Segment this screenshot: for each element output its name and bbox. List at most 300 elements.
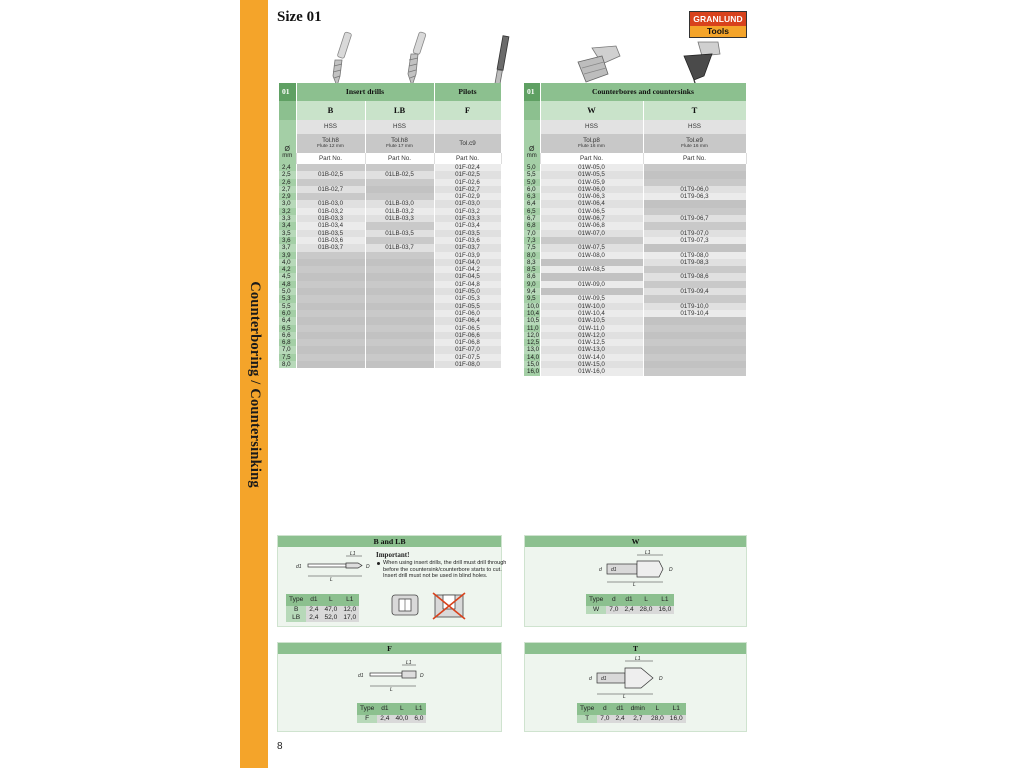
countersink-t-image (676, 40, 722, 88)
table-row (279, 310, 501, 317)
right-index-label: 01 (524, 83, 540, 101)
table-row (279, 230, 501, 237)
side-label: Counterboring / Countersinking (246, 280, 263, 488)
part-no-cell (296, 354, 365, 361)
dim-h-l1: L1 (340, 594, 359, 606)
part-no-cell (365, 303, 434, 310)
right-group-header (524, 83, 746, 101)
w-label-big-d: D (669, 567, 673, 573)
part-no-cell: 01W-10,5 (540, 317, 643, 324)
part-no-cell: 01W-12,5 (540, 339, 643, 346)
dim-cell: 17,0 (340, 614, 359, 622)
counterbore-w-image (572, 44, 622, 86)
dim-h-l1: L1 (655, 594, 674, 606)
right-tolerance-row (524, 134, 746, 153)
dim-h-l: L (637, 594, 656, 606)
part-no-cell (365, 164, 434, 171)
diameter-cell: 4,5 (279, 273, 296, 280)
part-no-cell (643, 164, 746, 171)
part-no-cell: 01B-03,3 (296, 215, 365, 222)
diameter-cell: 6,0 (279, 310, 296, 317)
dim-h-d1: d1 (612, 703, 627, 715)
dim-h-type: Type (286, 594, 306, 606)
t-dim-row (577, 715, 686, 723)
part-no-cell: 01W-15,0 (540, 361, 643, 368)
part-no-cell: 01F-03,5 (434, 230, 501, 237)
dim-cell: 16,0 (655, 606, 674, 614)
part-no-cell: 01B-03,4 (296, 222, 365, 229)
part-no-cell: 01LB-03,7 (365, 244, 434, 251)
part-no-cell (365, 295, 434, 302)
tol-f: Tol.c9 (459, 140, 476, 147)
left-material-index-cell (279, 120, 296, 134)
left-group-header (279, 83, 501, 101)
tolerance-b (296, 134, 365, 153)
part-no-cell: 01F-07,0 (434, 346, 501, 353)
part-no-cell: 01T9-08,3 (643, 259, 746, 266)
part-no-cell: 01F-06,6 (434, 332, 501, 339)
part-no-cell: 01W-08,0 (540, 252, 643, 259)
part-no-cell: 01W-10,4 (540, 310, 643, 317)
material-lb: HSS (365, 120, 434, 134)
diameter-unit: mm (279, 153, 296, 164)
diameter-cell: 2,5 (279, 171, 296, 178)
material-f (434, 120, 501, 134)
box-w-title: W (525, 536, 746, 547)
part-no-cell: 01F-02,4 (434, 164, 501, 171)
table-row (279, 171, 501, 178)
part-no-cell (365, 288, 434, 295)
counterbores-title: Counterbores and countersinks (540, 83, 746, 101)
dim-cell: 2,4 (306, 614, 321, 622)
part-no-cell: 01B-03,5 (296, 230, 365, 237)
part-no-cell: 01W-09,5 (540, 295, 643, 302)
diameter-cell: 3,7 (279, 244, 296, 251)
diameter-cell: 6,6 (279, 332, 296, 339)
code-w: W (540, 101, 643, 120)
diameter-cell: 7,5 (524, 244, 540, 251)
material-t: HSS (643, 120, 746, 134)
part-no-cell (643, 368, 746, 375)
part-no-cell (296, 317, 365, 324)
w-label-l1: L1 (645, 550, 651, 556)
left-code-index-cell (279, 101, 296, 120)
part-no-cell (296, 325, 365, 332)
part-no-cell (643, 222, 746, 229)
pilot-f-image (488, 34, 514, 88)
part-no-cell: 01F-02,6 (434, 179, 501, 186)
part-no-cell: 01T9-07,3 (643, 237, 746, 244)
dim-h-d: d (606, 594, 621, 606)
diameter-cell: 8,6 (524, 273, 540, 280)
w-label-l: L (633, 582, 636, 586)
table-row (524, 361, 746, 368)
right-code-index-cell (524, 101, 540, 120)
part-no-cell (365, 332, 434, 339)
w-label-d: d (599, 567, 602, 573)
b-dim-row (286, 606, 359, 614)
diameter-cell: 15,0 (524, 361, 540, 368)
part-no-cell (365, 259, 434, 266)
part-no-cell: 01T9-07,0 (643, 230, 746, 237)
part-no-cell: 01F-02,7 (434, 186, 501, 193)
table-row (279, 208, 501, 215)
w-dimension-table (586, 594, 674, 614)
part-no-cell (365, 281, 434, 288)
dim-cell: 2,4 (612, 715, 627, 723)
part-no-cell (365, 317, 434, 324)
left-material-row (279, 120, 501, 134)
part-no-cell: 01W-09,0 (540, 281, 643, 288)
f-label-d1: d1 (358, 673, 364, 679)
diameter-cell: 5,9 (524, 179, 540, 186)
part-no-cell: 01B-03,2 (296, 208, 365, 215)
part-no-cell: 01F-04,0 (434, 259, 501, 266)
part-no-cell: 01LB-02,5 (365, 171, 434, 178)
diameter-cell: 14,0 (524, 354, 540, 361)
part-no-cell (643, 325, 746, 332)
f-dimension-table (357, 703, 426, 723)
part-no-label-f: Part No. (434, 153, 501, 164)
part-no-cell: 01F-03,4 (434, 222, 501, 229)
diameter-cell: 7,0 (524, 230, 540, 237)
table-row (524, 266, 746, 273)
brand-logo (689, 11, 747, 38)
dim-cell: 6,0 (411, 715, 426, 723)
w-dim-header (586, 594, 674, 606)
countersink-t-drawing (589, 656, 675, 698)
left-table-body (279, 164, 501, 368)
right-diameter-unit: mm (524, 153, 540, 164)
part-no-cell (643, 332, 746, 339)
flute-b: Flute 12 mm (317, 144, 344, 149)
part-no-label-b: Part No. (296, 153, 365, 164)
part-no-cell: 01F-05,0 (434, 288, 501, 295)
diameter-cell: 9,0 (524, 281, 540, 288)
dim-cell: 7,0 (606, 606, 621, 614)
table-row (524, 230, 746, 237)
flute-w: Flute 16 mm (578, 144, 605, 149)
diameter-cell: 8,0 (279, 361, 296, 368)
logo-top-text: GRANLUND (690, 12, 746, 26)
table-row (524, 310, 746, 317)
left-index-label: 01 (279, 83, 296, 101)
table-row (524, 281, 746, 288)
part-no-cell (643, 244, 746, 251)
part-no-cell: 01W-14,0 (540, 354, 643, 361)
part-no-cell: 01W-05,9 (540, 179, 643, 186)
right-part-no-row (524, 153, 746, 164)
part-no-cell: 01F-06,8 (434, 339, 501, 346)
code-lb: LB (365, 101, 434, 120)
diameter-cell: 6,8 (524, 222, 540, 229)
part-no-cell: 01T9-09,4 (643, 288, 746, 295)
table-row (279, 193, 501, 200)
part-no-cell: 01W-11,0 (540, 325, 643, 332)
t-dimension-table (577, 703, 686, 723)
part-no-cell: 01T9-08,0 (643, 252, 746, 259)
table-row (279, 164, 501, 171)
table-row (279, 237, 501, 244)
dim-cell: 52,0 (321, 614, 340, 622)
code-b: B (296, 101, 365, 120)
part-no-cell (296, 252, 365, 259)
diameter-cell: 7,5 (279, 354, 296, 361)
left-part-table (279, 83, 502, 368)
part-no-cell: 01W-05,0 (540, 164, 643, 171)
diameter-cell: 7,3 (524, 237, 540, 244)
part-no-cell: 01T9-08,6 (643, 273, 746, 280)
part-no-cell: 01W-06,4 (540, 200, 643, 207)
dim-cell: T (577, 715, 597, 723)
left-code-header (279, 101, 501, 120)
left-tolerance-row (279, 134, 501, 153)
table-row (279, 200, 501, 207)
table-row (279, 186, 501, 193)
table-row (524, 332, 746, 339)
part-no-cell: 01B-02,5 (296, 171, 365, 178)
part-no-cell: 01F-03,6 (434, 237, 501, 244)
part-no-cell (365, 273, 434, 280)
part-no-cell: 01F-07,5 (434, 354, 501, 361)
table-row (524, 208, 746, 215)
diameter-cell: 8,5 (524, 266, 540, 273)
part-no-cell (365, 325, 434, 332)
part-no-cell: 01B-03,0 (296, 200, 365, 207)
diameter-cell: 16,0 (524, 368, 540, 375)
table-row (524, 252, 746, 259)
page-title: Size 01 (277, 9, 322, 25)
diameter-cell: 6,4 (279, 317, 296, 324)
diameter-cell: 11,0 (524, 325, 540, 332)
part-no-cell: 01W-06,5 (540, 208, 643, 215)
dim-cell: B (286, 606, 306, 614)
diameter-cell: 6,5 (524, 208, 540, 215)
f-dim-header (357, 703, 426, 715)
table-row (524, 244, 746, 251)
insert-drill-b-image (323, 30, 357, 88)
diameter-cell: 10,5 (524, 317, 540, 324)
diameter-cell: 3,5 (279, 230, 296, 237)
dim-cell: 16,0 (667, 715, 686, 723)
table-row (279, 281, 501, 288)
diameter-cell: 5,0 (524, 164, 540, 171)
table-row (279, 222, 501, 229)
counterbore-w-drawing (599, 550, 679, 586)
label-d: D (366, 564, 370, 570)
dim-h-type: Type (577, 703, 597, 715)
part-no-cell (643, 179, 746, 186)
diameter-cell: 3,6 (279, 237, 296, 244)
blind-hole-warning-icon (431, 591, 467, 621)
diameter-cell: 6,7 (524, 215, 540, 222)
tolerance-lb (365, 134, 434, 153)
right-part-table (524, 83, 747, 376)
table-row (279, 361, 501, 368)
box-b-lb-title: B and LB (278, 536, 501, 547)
table-row (279, 244, 501, 251)
part-no-cell (296, 281, 365, 288)
diameter-cell: 4,2 (279, 266, 296, 273)
table-row (279, 288, 501, 295)
part-no-label-t: Part No. (643, 153, 746, 164)
diameter-cell: 3,3 (279, 215, 296, 222)
diameter-cell: 2,7 (279, 186, 296, 193)
table-row (279, 354, 501, 361)
part-no-cell (540, 259, 643, 266)
part-no-cell (365, 193, 434, 200)
table-row (524, 325, 746, 332)
dim-h-d1: d1 (306, 594, 321, 606)
right-code-header (524, 101, 746, 120)
table-row (524, 288, 746, 295)
diameter-cell: 3,2 (279, 208, 296, 215)
part-no-cell: 01W-06,3 (540, 193, 643, 200)
logo-bottom-text: Tools (690, 26, 746, 37)
part-no-cell: 01F-04,2 (434, 266, 501, 273)
b-lb-dim-header (286, 594, 359, 606)
dim-cell: 28,0 (637, 606, 656, 614)
part-no-cell: 01F-06,4 (434, 317, 501, 324)
part-no-cell (540, 288, 643, 295)
box-t-title: T (525, 643, 746, 654)
part-no-cell: 01F-03,0 (434, 200, 501, 207)
tol-w: Tol.p8 (583, 137, 600, 144)
part-no-cell: 01F-03,9 (434, 252, 501, 259)
part-no-cell (365, 346, 434, 353)
diameter-symbol: Ø (279, 134, 296, 153)
dim-h-l: L (392, 703, 411, 715)
part-no-cell: 01W-12,0 (540, 332, 643, 339)
t-label-d: d (589, 676, 592, 682)
part-no-cell (365, 252, 434, 259)
label-l1: L1 (350, 551, 356, 557)
part-no-cell (643, 266, 746, 273)
part-no-cell (540, 237, 643, 244)
part-no-cell: 01W-06,7 (540, 215, 643, 222)
w-dim-row (586, 606, 674, 614)
table-row (524, 295, 746, 302)
f-dim-row (357, 715, 426, 723)
part-no-cell: 01F-04,8 (434, 281, 501, 288)
table-row (524, 186, 746, 193)
diameter-cell: 6,4 (524, 200, 540, 207)
part-no-cell: 01F-05,3 (434, 295, 501, 302)
dim-h-dmin: dmin (628, 703, 648, 715)
t-label-d1: d1 (601, 676, 607, 682)
part-no-cell (365, 310, 434, 317)
part-no-cell: 01T9-06,7 (643, 215, 746, 222)
tol-b: Tol.h8 (322, 137, 339, 144)
dim-cell: 2,4 (621, 606, 636, 614)
dim-cell: F (357, 715, 377, 723)
dim-cell: 7,0 (597, 715, 612, 723)
dim-cell: 2,4 (377, 715, 392, 723)
flute-t: Flute 16 mm (681, 144, 708, 149)
diameter-cell: 8,3 (524, 259, 540, 266)
part-no-cell (296, 193, 365, 200)
diameter-cell: 5,0 (279, 288, 296, 295)
part-no-cell (296, 259, 365, 266)
table-row (524, 368, 746, 375)
part-no-cell: 01W-07,0 (540, 230, 643, 237)
part-no-cell: 01W-16,0 (540, 368, 643, 375)
part-no-cell: 01W-10,0 (540, 303, 643, 310)
t-label-big-d: D (659, 676, 663, 682)
label-d1: d1 (296, 564, 302, 570)
dim-cell: 12,0 (340, 606, 359, 614)
part-no-cell: 01W-13,0 (540, 346, 643, 353)
diameter-cell: 6,5 (279, 325, 296, 332)
dim-h-l1: L1 (667, 703, 686, 715)
diameter-cell: 6,0 (524, 186, 540, 193)
diameter-cell: 2,6 (279, 179, 296, 186)
part-no-cell (643, 208, 746, 215)
part-no-cell: 01W-06,8 (540, 222, 643, 229)
part-no-cell (365, 361, 434, 368)
table-row (524, 354, 746, 361)
table-row (279, 215, 501, 222)
diameter-cell: 2,9 (279, 193, 296, 200)
page-number: 8 (277, 741, 283, 752)
part-no-cell: 01F-08,0 (434, 361, 501, 368)
dim-h-type: Type (357, 703, 377, 715)
table-row (524, 200, 746, 207)
part-no-cell (296, 164, 365, 171)
table-row (524, 222, 746, 229)
part-no-cell: 01T9-06,0 (643, 186, 746, 193)
code-t: T (643, 101, 746, 120)
diameter-cell: 7,0 (279, 346, 296, 353)
part-no-cell (296, 266, 365, 273)
w-label-d1: d1 (611, 567, 617, 573)
dim-cell: 2,4 (306, 606, 321, 614)
part-no-cell (296, 332, 365, 339)
lb-dim-row (286, 614, 359, 622)
dim-h-d: d (597, 703, 612, 715)
dim-cell: 47,0 (321, 606, 340, 614)
diameter-cell: 8,0 (524, 252, 540, 259)
part-no-cell: 01F-02,5 (434, 171, 501, 178)
part-no-cell: 01F-05,5 (434, 303, 501, 310)
part-no-cell: 01F-06,0 (434, 310, 501, 317)
dim-h-l1: L1 (411, 703, 426, 715)
dim-h-l: L (321, 594, 340, 606)
diameter-cell: 13,0 (524, 346, 540, 353)
diameter-cell: 4,0 (279, 259, 296, 266)
part-no-cell (296, 295, 365, 302)
part-no-label-lb: Part No. (365, 153, 434, 164)
part-no-cell: 01T9-10,0 (643, 303, 746, 310)
diameter-cell: 5,3 (279, 295, 296, 302)
f-label-l: L (390, 687, 393, 693)
f-label-l1: L1 (406, 660, 412, 666)
table-row (279, 317, 501, 324)
part-no-cell (296, 346, 365, 353)
part-no-cell (365, 186, 434, 193)
t-label-l: L (623, 694, 626, 698)
part-no-cell (643, 361, 746, 368)
box-t (524, 642, 747, 732)
part-no-cell: 01LB-03,2 (365, 208, 434, 215)
material-w: HSS (540, 120, 643, 134)
label-l: L (330, 577, 333, 582)
dim-cell: 28,0 (648, 715, 667, 723)
table-row (279, 266, 501, 273)
dim-cell: 40,0 (392, 715, 411, 723)
flute-lb: Flute 17 mm (386, 144, 413, 149)
part-no-cell (643, 354, 746, 361)
